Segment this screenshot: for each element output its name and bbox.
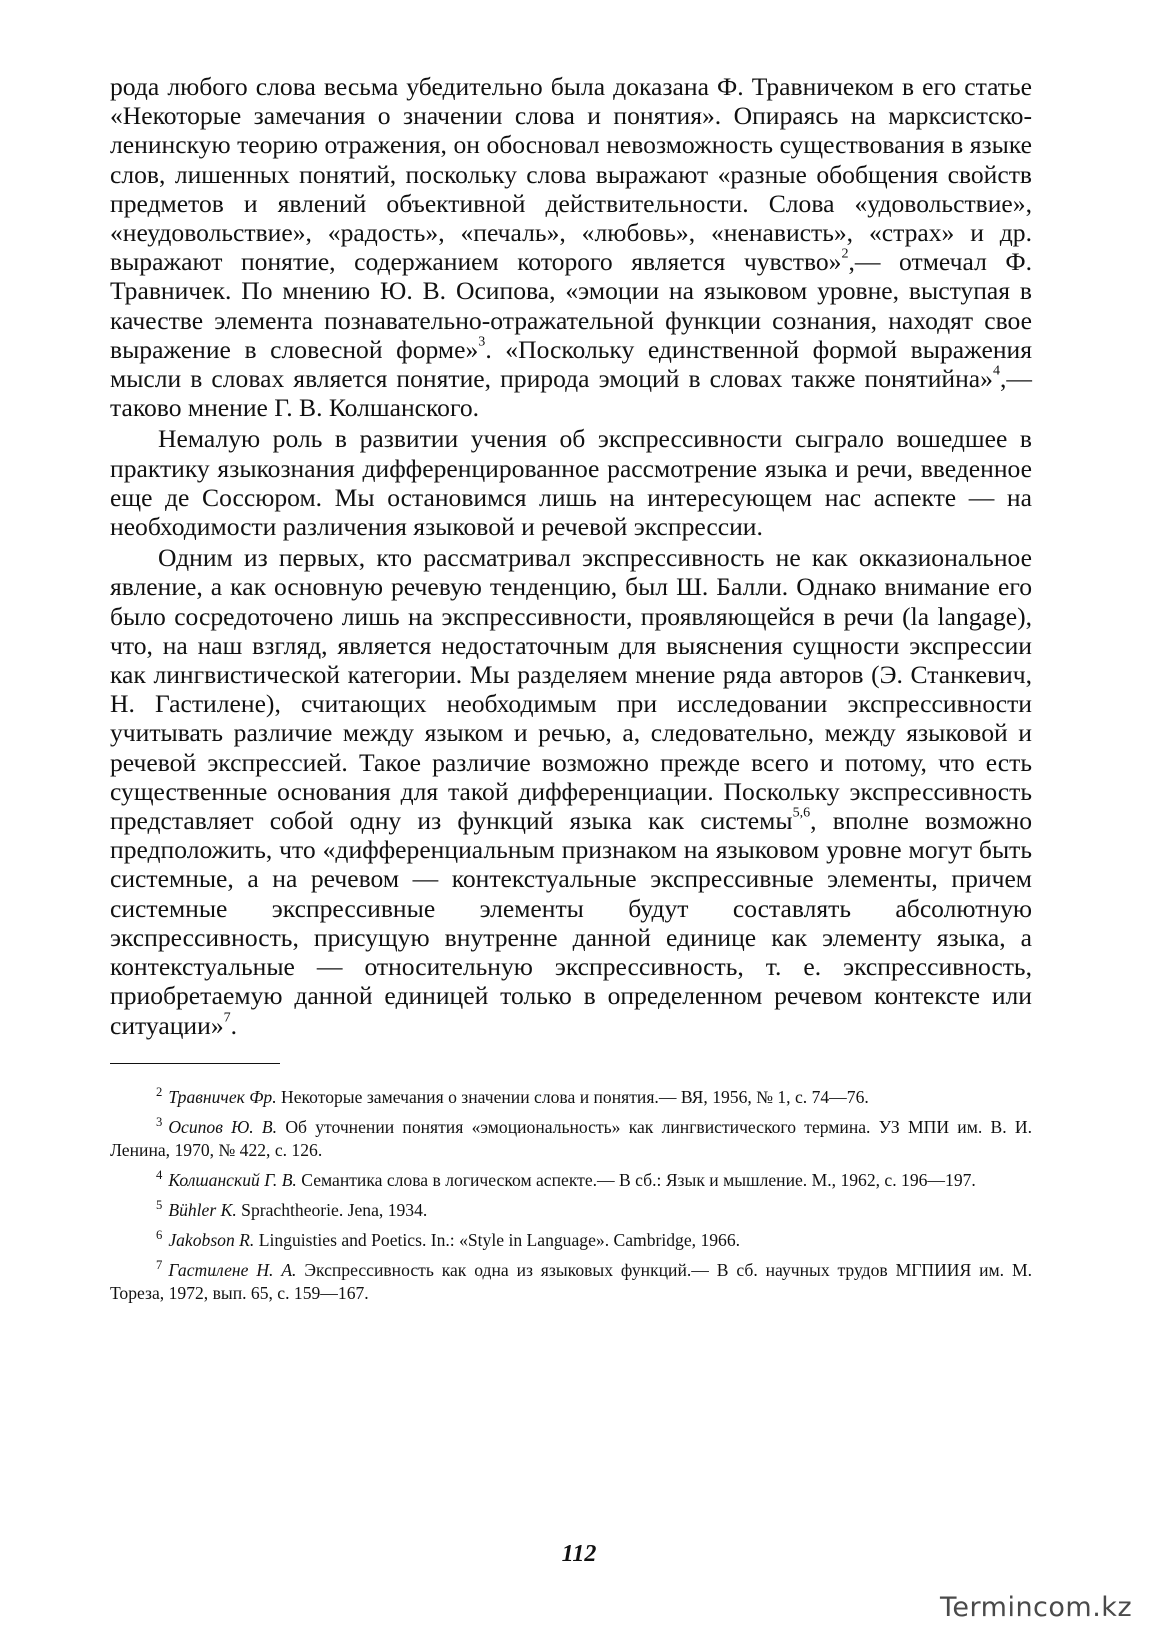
paragraph — [110, 424, 1032, 541]
footnote-ref: 7 — [223, 1008, 231, 1025]
footnote-author: Bühler K. — [168, 1199, 237, 1220]
footnote-number: 4 — [156, 1167, 163, 1182]
footnote-ref: 2 — [841, 245, 849, 262]
footnote-author: Гастилене Н. А. — [168, 1259, 297, 1280]
page-number: 112 — [561, 1541, 597, 1567]
footnote — [110, 1081, 1032, 1109]
footnote-separator — [110, 1063, 280, 1064]
paragraph — [110, 72, 1032, 422]
body-text — [110, 72, 1032, 1040]
paragraph — [110, 543, 1032, 1039]
footnote-number: 2 — [156, 1084, 163, 1099]
footnote-author: Колшанский Г. В. — [168, 1169, 297, 1190]
footnote — [110, 1224, 1032, 1252]
footnote — [110, 1254, 1032, 1305]
paragraph-text: . «Поскольку единственной формой выражения мысли в словах является понятие, природа эмоций в словах также понятийна» — [110, 334, 1032, 394]
paragraph-text: рода любого слова весьма убедительно была доказана Ф. Травничеком в его статье «Некоторые замечания о значении слова и понятия». Опираясь на марксистско-ленинскую теорию отражения, он обосновал невозможность существования в языке слов, лишенных понятий, поскольку слова выражают «разные обобщения свойств предметов и явлений объективной действительности. Слова «удовольствие», «неудовольствие», «радость», «печаль», «любовь», «ненависть», «страх» и др. выражают понятие, содержанием которого является чувство» — [110, 72, 1032, 277]
paragraph-text: ,— отмечал Ф. Травничек. По мнению Ю. В. Осипова, «эмоции на языковом уровне, выступая в качестве элемента познавательно-отражательной функции сознания, находят свое выражение в словесной форме» — [110, 247, 1032, 364]
footnote-ref: 4 — [992, 362, 1000, 379]
footnote-author: Травничек Фр. — [168, 1086, 277, 1107]
footnote-text: Экспрессивность как одна из языковых функций.— В сб. научных трудов МГПИИЯ им. М. Тореза, 1972, вып. 65, с. 159—167. — [110, 1259, 1032, 1303]
footnote — [110, 1164, 1032, 1192]
footnote-text: Некоторые замечания о значении слова и понятия.— ВЯ, 1956, № 1, с. 74—76. — [281, 1086, 869, 1107]
paragraph-text: ,— таково мнение Г. В. Колшанского. — [110, 364, 1032, 423]
paragraph-text: . — [230, 1010, 238, 1040]
footnote-text: Семантика слова в логическом аспекте.— В сб.: Язык и мышление. М., 1962, с. 196—197. — [301, 1169, 976, 1190]
footnote-author: Осипов Ю. В. — [168, 1116, 278, 1137]
footnote-ref: 3 — [478, 333, 486, 350]
paragraph-text: , вполне возможно предположить, что «дифференциальным признаком на языковом уровне могут быть системные, а на речевом — контекстуальные экспрессивные элементы, причем системные экспрессивные элементы будут составлять абсолютную экспрессивность, присущую внутренне данной единице как элементу языка, а контекстуальные — относительную экспрессивность, т. е. экспрессивность, приобретаемую данной единицей только в определенном речевом контексте или ситуации» — [110, 806, 1032, 1040]
footnote-text: Linguisties and Poetics. In.: «Style in Language». Cambridge, 1966. — [258, 1229, 741, 1250]
footnote-number: 7 — [156, 1257, 163, 1272]
footnote — [110, 1111, 1032, 1162]
paragraph-text: Немалую роль в развитии учения об экспрессивности сыграло вошедшее в практику языкознания дифференцированное рассмотрение языка и речи, введенное еще де Соссюром. Мы остановимся лишь на интересующем нас аспекте — на необходимости различения языковой и речевой экспрессии. — [110, 424, 1032, 542]
document-page — [110, 72, 1032, 1307]
watermark-logo: Termincom.kz — [940, 1592, 1133, 1623]
footnote-number: 3 — [156, 1114, 163, 1129]
footnote-ref: 5,6 — [792, 804, 811, 821]
paragraph-text: Одним из первых, кто рассматривал экспрессивность не как окказиональное явление, а как основную речевую тенденцию, был Ш. Балли. Однако внимание его было сосредоточено лишь на экспрессивности, проявляющейся в речи (la langage), что, на наш взгляд, является недостаточным для выяснения сущности экспрессии как лингвистической категории. Мы разделяем мнение ряда авторов (Э. Станкевич, Н. Гастилене), считающих необходимым при исследовании экспрессивности учитывать различие между языком и речью, а, следовательно, между языковой и речевой экспрессией. Такое различие возможно прежде всего и потому, что есть существенные основания для такой дифференциации. Поскольку экспрессивность представляет собой одну из функций языка как системы — [110, 543, 1032, 836]
footnotes — [110, 1081, 1032, 1305]
footnote-number: 6 — [156, 1227, 163, 1242]
footnote-text: Sprachtheorie. Jena, 1934. — [241, 1199, 428, 1220]
footnote-text: Об уточнении понятия «эмоциональность» как лингвистического термина. УЗ МПИ им. В. И. Ленина, 1970, № 422, с. 126. — [110, 1116, 1032, 1160]
footnote-author: Jakobson R. — [168, 1229, 255, 1250]
footnote — [110, 1194, 1032, 1222]
footnote-number: 5 — [156, 1197, 163, 1212]
